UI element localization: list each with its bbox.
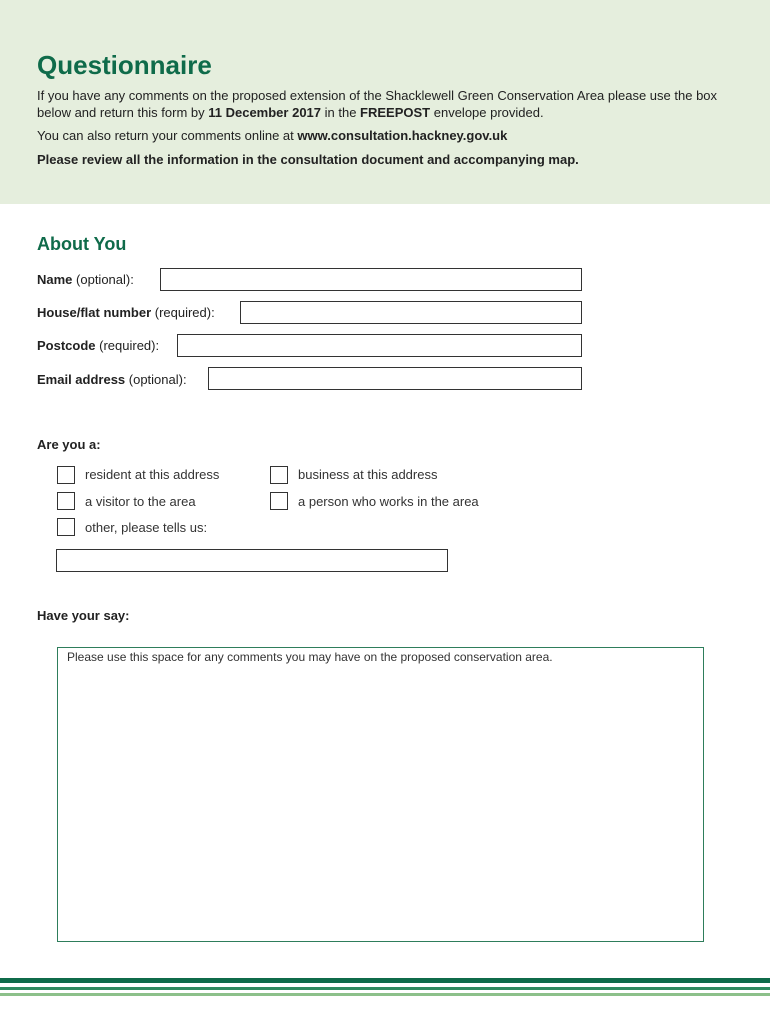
- visitor-checkbox[interactable]: [57, 492, 75, 510]
- review-note: Please review all the information in the consultation document and accompanying map.: [37, 152, 579, 167]
- email-field[interactable]: [208, 367, 582, 390]
- postcode-label: Postcode (required):: [37, 338, 160, 353]
- have-your-say-label: Have your say:: [37, 608, 130, 623]
- email-label: Email address (optional):: [37, 372, 187, 387]
- postcode-field[interactable]: [177, 334, 582, 357]
- house-number-label: House/flat number (required):: [37, 305, 215, 320]
- about-you-heading: About You: [37, 234, 127, 254]
- page-title: Questionnaire: [37, 50, 212, 80]
- header-panel: [0, 0, 770, 204]
- worker-option-label: a person who works in the area: [298, 494, 479, 509]
- name-field[interactable]: [160, 268, 582, 291]
- other-text-field[interactable]: [56, 549, 448, 572]
- are-you-label: Are you a:: [37, 437, 101, 452]
- footer-rule-light: [0, 993, 770, 996]
- resident-option-label: resident at this address: [85, 467, 220, 482]
- footer-rule-mid: [0, 987, 770, 990]
- online-note: You can also return your comments online at www.consultation.hackney.gov.uk: [37, 128, 508, 143]
- business-option-label: business at this address: [298, 467, 438, 482]
- deadline-date: 11 December 2017: [208, 105, 322, 120]
- house-number-field[interactable]: [240, 301, 582, 324]
- footer-rule-dark: [0, 978, 770, 983]
- visitor-option-label: a visitor to the area: [85, 494, 196, 509]
- intro-paragraph: If you have any comments on the proposed extension of the Shacklewell Green Conservation Area please use the box below and return this form by 11 December 2017 in the FREEPOST envelope provided.: [37, 88, 718, 120]
- resident-checkbox[interactable]: [57, 466, 75, 484]
- comments-hint: Please use this space for any comments you may have on the proposed conservation area.: [67, 650, 553, 664]
- consultation-link[interactable]: www.consultation.hackney.gov.uk: [297, 128, 508, 143]
- other-option-label: other, please tells us:: [85, 520, 208, 535]
- other-checkbox[interactable]: [57, 518, 75, 536]
- business-checkbox[interactable]: [270, 466, 288, 484]
- freepost-label: FREEPOST: [360, 105, 431, 120]
- name-label: Name (optional):: [37, 272, 134, 287]
- comments-textarea[interactable]: [57, 647, 704, 942]
- worker-checkbox[interactable]: [270, 492, 288, 510]
